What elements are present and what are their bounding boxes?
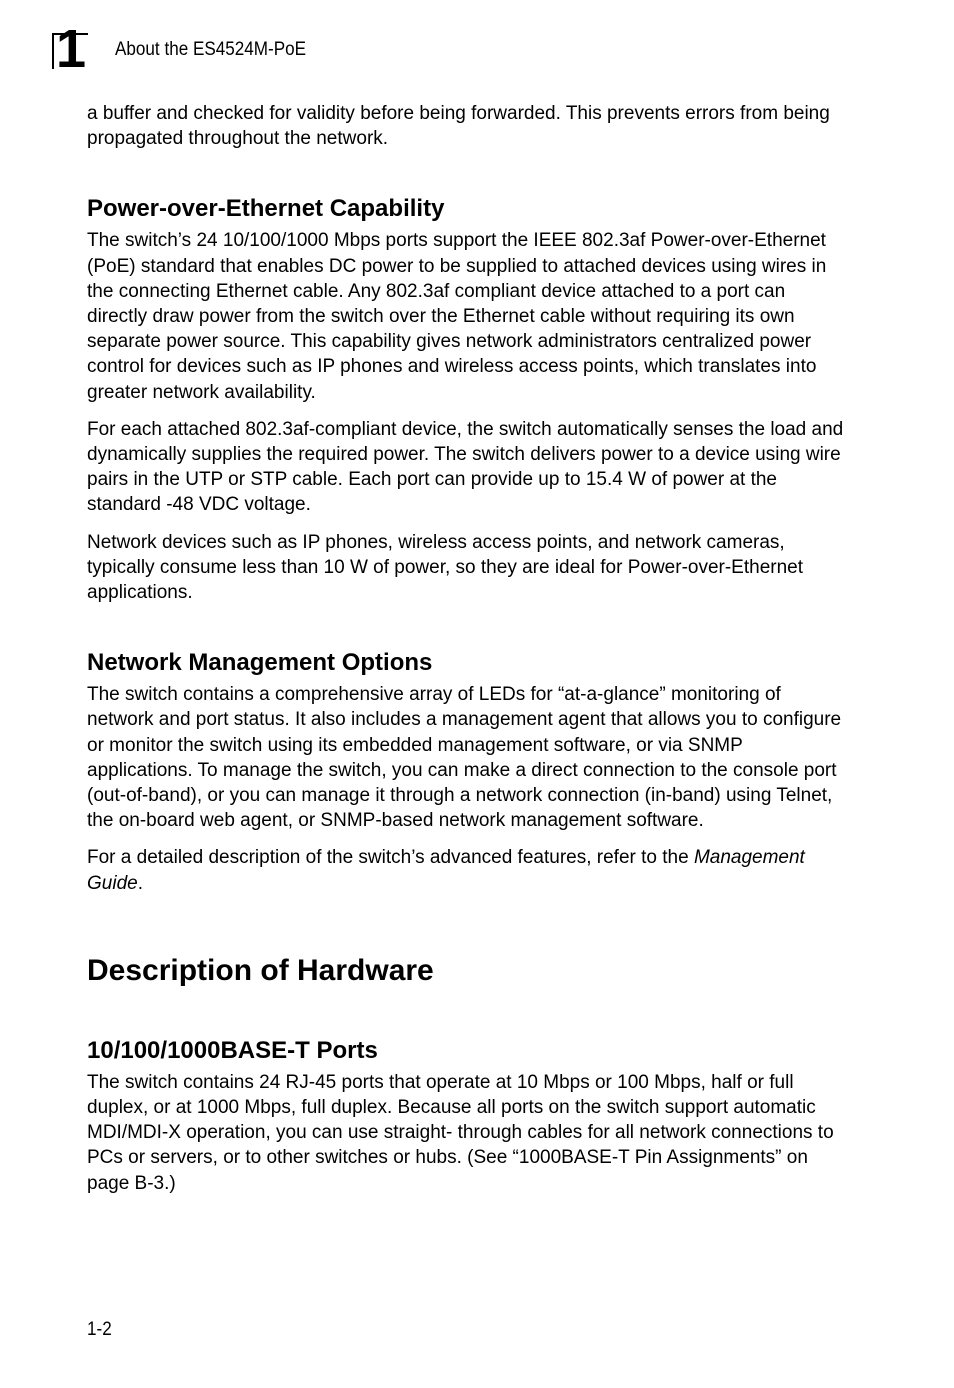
intro-continuation-paragraph: a buffer and checked for validity before being forwarded. This prevents errors from being propagated throughout the network.: [87, 103, 830, 150]
management-guide-reference: Management Guide: [87, 847, 805, 894]
poe-paragraph-3: Network devices such as IP phones, wireless access points, and network cameras, typically consume less than 10 W of power, so they are ideal for Power-over-Ethernet applications.: [87, 531, 804, 604]
poe-paragraph-2: For each attached 802.3af-compliant device, the switch automatically senses the load and dynamically supplies the required power. The switch delivers power to a device using wire pairs in the UTP or STP cable. Each port can provide up to 15.4 W of power at the standard -48 VDC voltage.: [87, 418, 844, 516]
nmo-paragraph-2-end: .: [137, 872, 143, 894]
nmo-paragraph-1: The switch contains a comprehensive array of LEDs for “at-a-glance” monitoring of network and port status. It also includes a management agent that allows you to configure or monitor the switch using its embedded management software, or via SNMP applications. To manage the switch, you can make a direct connection to the console port (out-of-band), or you can manage it through a network connection (in-band) using Telnet, the on-board web agent, or SNMP-based network management software.: [87, 684, 842, 832]
nmo-paragraph-2-text: For a detailed description of the switch’s advanced features, refer to the: [87, 847, 689, 869]
heading-network-management-options: Network Management Options: [87, 649, 433, 677]
ports-paragraph: The switch contains 24 RJ-45 ports that operate at 10 Mbps or 100 Mbps, half or full duplex, or at 1000 Mbps, full duplex. Because all ports on the switch support automatic MDI/MDI-X operation, you can use straight- through cables for all network connections to PCs or servers, or to other switches or hubs. (See “1000BASE-T Pin Assignments” on page B-3.): [87, 1071, 834, 1194]
poe-paragraph-1: The switch’s 24 10/100/1000 Mbps ports support the IEEE 802.3af Power-over-Ethernet (PoE) standard that enables DC power to be supplied to attached devices using wires in the connecting Ethernet cable. Any 802.3af compliant device attached to a port can directly draw power from the switch over the Ethernet cable without requiring its own separate power source. This capability gives network administrators centralized power control for devices such as IP phones and wireless access points, which translates into greater network availability.: [87, 230, 827, 403]
page-number: 1-2: [87, 1319, 112, 1340]
running-header-title: About the ES4524M-PoE: [115, 39, 307, 60]
heading-poe-capability: Power-over-Ethernet Capability: [87, 195, 445, 223]
chapter-number: 1: [56, 19, 85, 79]
nmo-paragraph-2: [87, 845, 847, 895]
page-body: [87, 101, 847, 1196]
heading-base-t-ports: 10/100/1000BASE-T Ports: [87, 1036, 378, 1064]
heading-description-of-hardware: Description of Hardware: [87, 953, 434, 987]
